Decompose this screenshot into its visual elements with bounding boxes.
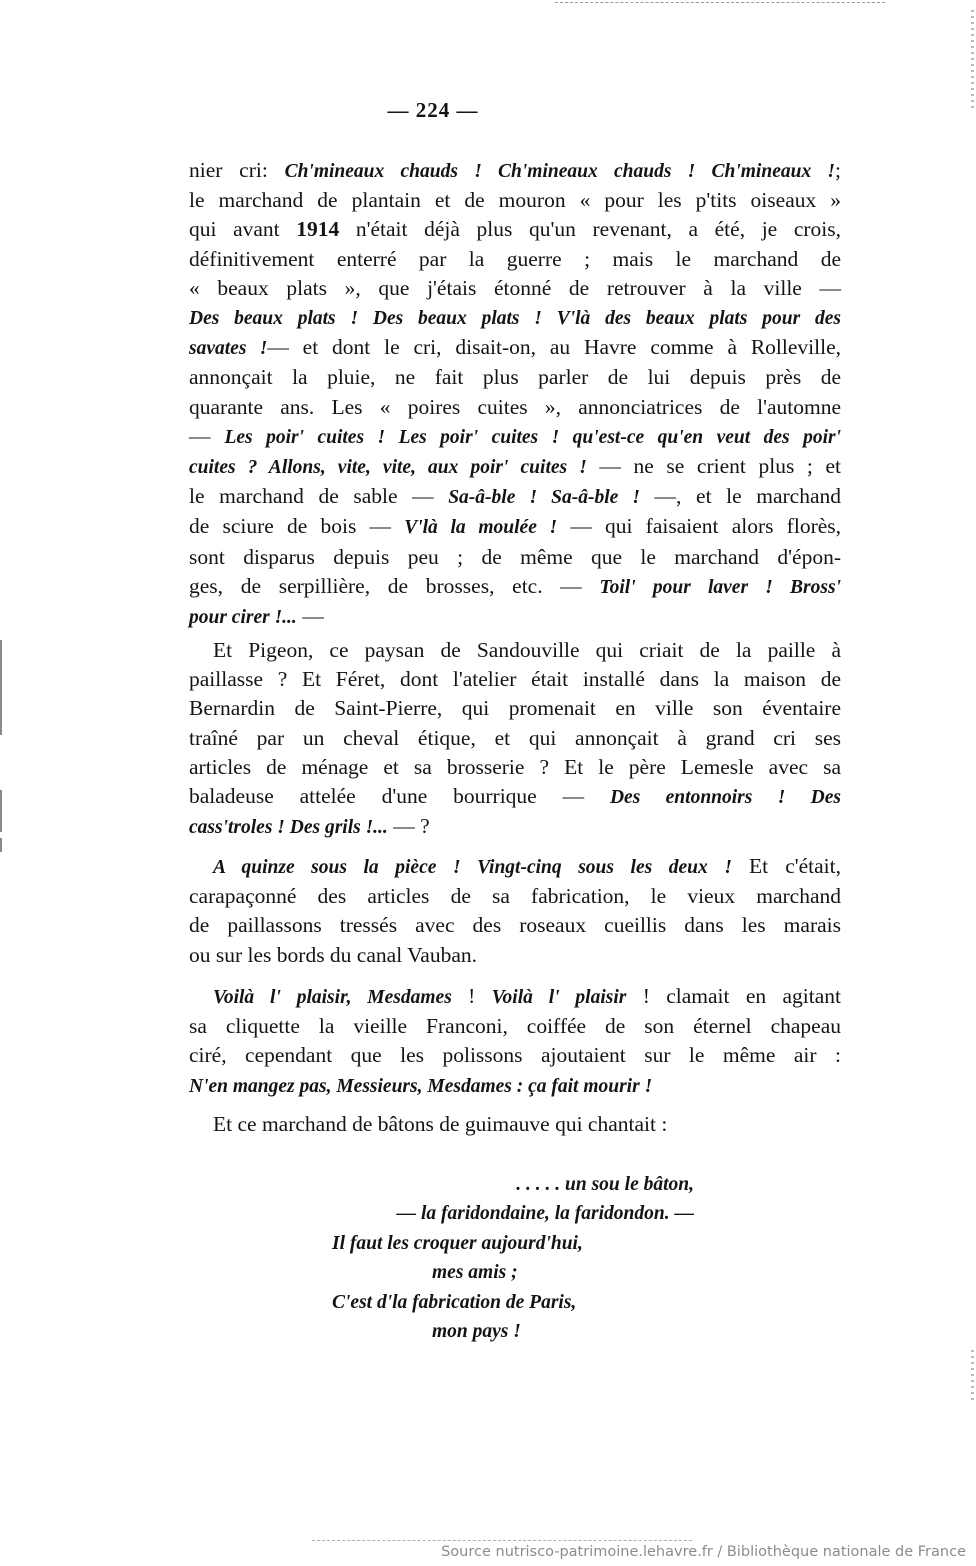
text-line: [189, 572, 841, 602]
italic-quote: Toil' pour laver ! Bross': [599, 576, 841, 598]
paragraph-3: [189, 852, 841, 970]
text-segment: ou sur les bords du canal Vauban.: [189, 942, 478, 967]
text-segment: ciré, cependant que les polissons ajoutaient sur le même air :: [189, 1043, 841, 1068]
verse-line: C'est d'la fabrication de Paris,: [332, 1291, 577, 1313]
italic-quote: Sa-â-ble ! Sa-â-ble !: [448, 487, 640, 509]
text-segment: articles de ménage et sa brosserie ? Et le père Lemesle avec sa: [189, 754, 841, 779]
source-attribution: Source nutrisco-patrimoine.lehavre.fr / Bibliothèque nationale de France: [441, 1544, 966, 1560]
text-segment: « beaux plats », que j'étais étonné de retrouver à la ville —: [189, 275, 841, 300]
text-line: [189, 1041, 841, 1070]
verse-line: . . . . . un sou le bâton,: [516, 1174, 694, 1195]
scan-edge-top: [555, 2, 885, 3]
text-line: [189, 941, 841, 970]
italic-quote: Des beaux plats ! Des beaux plats ! V'là des beaux plats pour des: [189, 308, 841, 330]
italic-quote: A quinze sous la pièce ! Vingt-cinq sous les deux !: [213, 857, 732, 878]
text-line: [189, 694, 841, 723]
italic-quote: cuites ? Allons, vite, vite, aux poir' cuites !: [189, 457, 587, 479]
text-line: [189, 782, 841, 812]
paragraph-1: [189, 156, 841, 632]
italic-quote: pour cirer !...: [189, 607, 297, 629]
text-segment: 1914: [296, 217, 340, 242]
text-line: [189, 186, 841, 215]
page-number-text: — 224 —: [387, 98, 479, 122]
text-line: [189, 156, 841, 186]
text-line: [189, 982, 841, 1012]
text-segment: définitivement enterré par la guerre ; mais le marchand de: [189, 246, 841, 271]
text-segment: n'était déjà plus qu'un revenant, a été, je crois,: [339, 217, 841, 242]
text-line: [189, 665, 841, 694]
text-line: [189, 636, 841, 665]
text-segment: — qui faisaient alors florès,: [557, 514, 842, 539]
paragraph-5: [189, 1110, 841, 1139]
text-segment: —, et le marchand: [639, 484, 841, 509]
text-segment: paillasse ? Et Féret, dont l'atelier était installé dans la maison de: [189, 667, 841, 692]
text-segment: —: [296, 604, 324, 629]
text-segment: —: [189, 423, 225, 448]
text-line: [189, 245, 841, 274]
text-segment: de sciure de bois —: [189, 514, 405, 539]
text-line: [189, 724, 841, 753]
text-segment: carapaçonné des articles de sa fabrication, le vieux marchand: [189, 884, 841, 909]
text-segment: sont disparus depuis peu ; de même que le marchand d'épon-: [189, 544, 841, 569]
italic-quote: Ch'mineaux chauds ! Ch'mineaux chauds ! Ch'mineaux !: [284, 161, 836, 182]
verse-block: [332, 1170, 702, 1346]
text-segment: le marchand de plantain et de mouron « pour les p'tits oiseaux »: [189, 188, 841, 213]
text-line: [189, 1071, 841, 1101]
text-segment: Et Pigeon, ce paysan de Sandouville qui criait de la paille à: [213, 638, 841, 662]
italic-quote: Voilà l' plaisir: [491, 987, 627, 1008]
text-line: [189, 852, 841, 882]
text-line: [189, 393, 841, 422]
text-segment: — ne se crient plus ; et: [586, 454, 842, 479]
text-line: [189, 543, 841, 572]
page-number: [0, 98, 976, 123]
verse-line: Il faut les croquer aujourd'hui,: [332, 1232, 583, 1254]
text-segment: ges, de serpillière, de brosses, etc. —: [189, 573, 600, 598]
text-segment: de paillassons tressés avec des roseaux cueillis dans les marais: [189, 913, 841, 938]
text-line: [189, 753, 841, 782]
text-segment: qui avant: [189, 217, 297, 242]
scan-speckle-right-bottom: [971, 1350, 974, 1400]
scan-edge-mark-left-1: [0, 640, 2, 735]
text-line: [189, 482, 841, 512]
text-segment: Bernardin de Saint-Pierre, qui promenait en ville son éventaire: [189, 696, 841, 721]
text-segment: nier cri:: [189, 158, 285, 182]
italic-quote: V'là la moulée !: [404, 517, 558, 539]
text-segment: le marchand de sable —: [189, 484, 449, 509]
text-segment: baladeuse attelée d'une bourrique —: [189, 784, 610, 809]
italic-quote: Les poir' cuites ! Les poir' cuites ! qu'est-ce qu'en veut des poir': [224, 426, 841, 448]
text-segment: traîné par un cheval étique, et qui annonçait à grand cri ses: [189, 725, 841, 750]
italic-quote: Voilà l' plaisir, Mesdames: [213, 987, 452, 1008]
text-segment: Et ce marchand de bâtons de guimauve qui chantait :: [213, 1112, 668, 1136]
text-line: [189, 1012, 841, 1041]
text-line: [189, 512, 841, 542]
text-line: [189, 452, 841, 482]
text-line: [189, 1110, 841, 1139]
scan-speckle-right-top: [971, 10, 974, 110]
paragraph-4: [189, 982, 841, 1101]
text-line: [189, 363, 841, 392]
scan-edge-mark-left-3: [0, 838, 2, 852]
italic-quote: N'en mangez pas, Messieurs, Mesdames : ça fait mourir !: [189, 1075, 653, 1097]
text-line: [189, 882, 841, 911]
text-segment: — ?: [387, 814, 430, 839]
verse-line: mes amis ;: [432, 1262, 518, 1284]
italic-quote: cass'troles ! Des grils !...: [189, 817, 388, 839]
text-line: [189, 422, 841, 452]
text-segment: sa cliquette la vieille Franconi, coiffée de son éternel chapeau: [189, 1014, 841, 1039]
text-line: [189, 333, 841, 363]
text-line: [189, 812, 841, 842]
text-segment: !: [451, 984, 492, 1008]
text-line: [189, 303, 841, 333]
text-line: [189, 215, 841, 244]
text-line: [189, 274, 841, 303]
scan-edge-bottom: [312, 1540, 692, 1541]
text-segment: — et dont le cri, disait-on, au Havre comme à Rolleville,: [267, 335, 841, 360]
italic-quote: Des entonnoirs ! Des: [609, 787, 841, 809]
paragraph-2: [189, 636, 841, 842]
scan-edge-mark-left-2: [0, 790, 2, 832]
text-segment: ! clamait en agitant: [626, 984, 841, 1008]
verse-line: mon pays !: [432, 1321, 521, 1343]
text-segment: Et c'était,: [731, 854, 841, 878]
text-segment: quarante ans. Les « poires cuites », annonciatrices de l'automne: [189, 394, 841, 419]
text-segment: ;: [835, 158, 842, 182]
text-line: [189, 911, 841, 940]
text-line: [189, 602, 841, 632]
text-segment: annonçait la pluie, ne fait plus parler de lui depuis près de: [189, 365, 841, 390]
verse-line: — la faridondaine, la faridondon. —: [396, 1203, 694, 1225]
italic-quote: savates !: [189, 338, 268, 360]
